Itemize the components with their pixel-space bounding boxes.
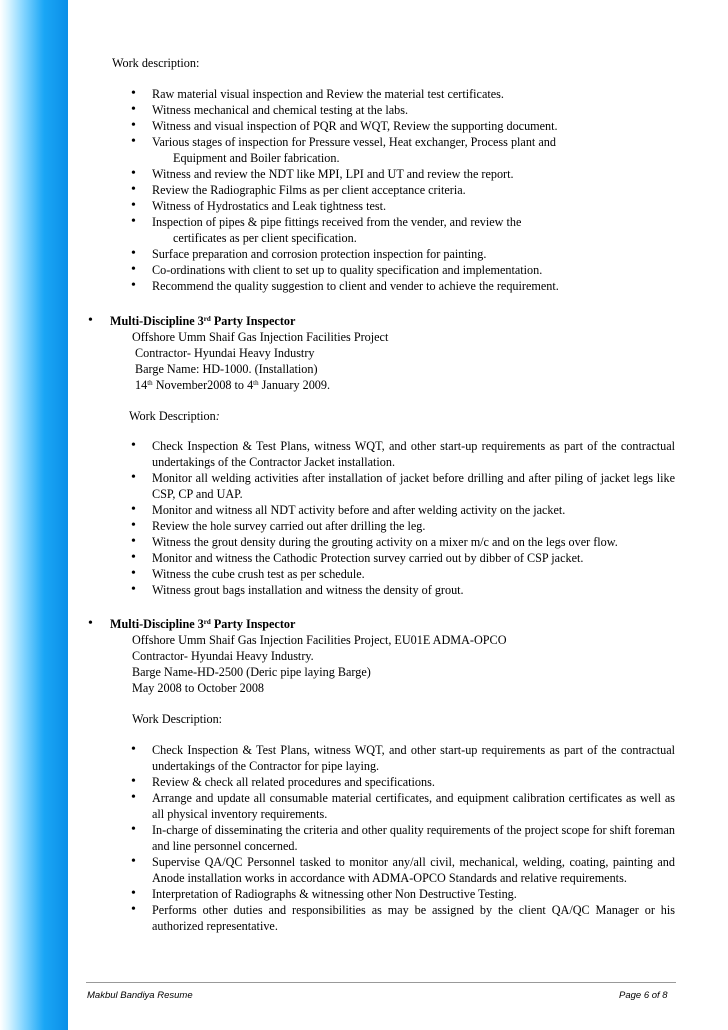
- barge-name: Barge Name: HD-1000. (Installation): [135, 362, 318, 376]
- list-item: • Review the Radiographic Films as per client acceptance criteria.: [129, 182, 689, 198]
- work-description-label: Work Description:: [132, 712, 223, 726]
- job-title: Multi-Discipline 3rd Party Inspector: [110, 314, 296, 328]
- project-name: Offshore Umm Shaif Gas Injection Facilities Project: [132, 330, 389, 344]
- footer-divider: [86, 982, 676, 983]
- list-item: • Interpretation of Radiographs & witnessing other Non Destructive Testing.: [129, 886, 675, 902]
- list-item: • Review & check all related procedures and specifications.: [129, 774, 675, 790]
- list-item: • Witness the grout density during the grouting activity on a mixer m/c and on the legs over flow.: [129, 534, 675, 550]
- contractor: Contractor- Hyundai Heavy Industry: [135, 346, 315, 360]
- list-item: • Check Inspection & Test Plans, witness WQT, and other start-up requirements as part of the contractual undertakings of the Contractor for pipe laying.: [129, 742, 675, 774]
- contractor: Contractor- Hyundai Heavy Industry.: [132, 649, 314, 663]
- list-item: • Various stages of inspection for Pressure vessel, Heat exchanger, Process plant and Equipment and Boiler fabrication.: [129, 134, 689, 166]
- work-description-label: Work description:: [112, 56, 200, 70]
- list-item: • Witness of Hydrostatics and Leak tightness test.: [129, 198, 689, 214]
- list-item: • Monitor all welding activities after installation of jacket before drilling and after piling of jacket legs like CSP, CP and UAP.: [129, 470, 675, 502]
- job-title: Multi-Discipline 3rd Party Inspector: [110, 617, 296, 631]
- list-item: • Witness mechanical and chemical testing at the labs.: [129, 102, 689, 118]
- list-item: • Monitor and witness all NDT activity before and after welding activity on the jacket.: [129, 502, 675, 518]
- list-item: • Witness and visual inspection of PQR and WQT, Review the supporting document.: [129, 118, 689, 134]
- work-description-label: Work Description:: [129, 409, 220, 423]
- list-item: • Review the hole survey carried out after drilling the leg.: [129, 518, 675, 534]
- footer-page-number: Page 6 of 8: [619, 990, 668, 1001]
- date-range: May 2008 to October 2008: [132, 681, 265, 695]
- list-item: • Raw material visual inspection and Review the material test certificates.: [129, 86, 689, 102]
- list-item: • Check Inspection & Test Plans, witness WQT, and other start-up requirements as part of the contractual undertakings of the Contractor Jacket installation.: [129, 438, 675, 470]
- list-item: • Recommend the quality suggestion to client and vender to achieve the requirement.: [129, 278, 689, 294]
- list-item: • Supervise QA/QC Personnel tasked to monitor any/all civil, mechanical, welding, coating, painting and Anode installation works in accordance with ADMA-OPCO Standards and relative requirements.: [129, 854, 675, 886]
- bullet-icon: •: [88, 313, 93, 328]
- list-item: • In-charge of disseminating the criteria and other quality requirements of the project scope for shift foreman and line personnel concerned.: [129, 822, 675, 854]
- list-item: • Monitor and witness the Cathodic Protection survey carried out by dibber of CSP jacket.: [129, 550, 675, 566]
- section-2-duties-list: [129, 438, 675, 598]
- list-item: • Arrange and update all consumable material certificates, and equipment calibration certificates as well as all physical inventory requirements.: [129, 790, 675, 822]
- list-item: • Surface preparation and corrosion protection inspection for painting.: [129, 246, 689, 262]
- list-item: • Co-ordinations with client to set up to quality specification and implementation.: [129, 262, 689, 278]
- list-item: • Inspection of pipes & pipe fittings received from the vender, and review the certificates as per client specification.: [129, 214, 689, 246]
- list-item: • Witness grout bags installation and witness the density of grout.: [129, 582, 675, 598]
- list-item: • Performs other duties and responsibilities as may be assigned by the client QA/QC Manager or his authorized representative.: [129, 902, 675, 934]
- list-item: • Witness the cube crush test as per schedule.: [129, 566, 675, 582]
- section-3-duties-list: [129, 742, 675, 934]
- list-item: • Witness and review the NDT like MPI, LPI and UT and review the report.: [129, 166, 689, 182]
- bullet-icon: •: [88, 616, 93, 631]
- footer-document-name: Makbul Bandiya Resume: [87, 990, 193, 1001]
- project-name: Offshore Umm Shaif Gas Injection Facilities Project, EU01E ADMA-OPCO: [132, 633, 507, 647]
- barge-name: Barge Name-HD-2500 (Deric pipe laying Barge): [132, 665, 371, 679]
- date-range: 14th November2008 to 4th January 2009.: [135, 378, 331, 392]
- top-duties-list: [129, 86, 689, 294]
